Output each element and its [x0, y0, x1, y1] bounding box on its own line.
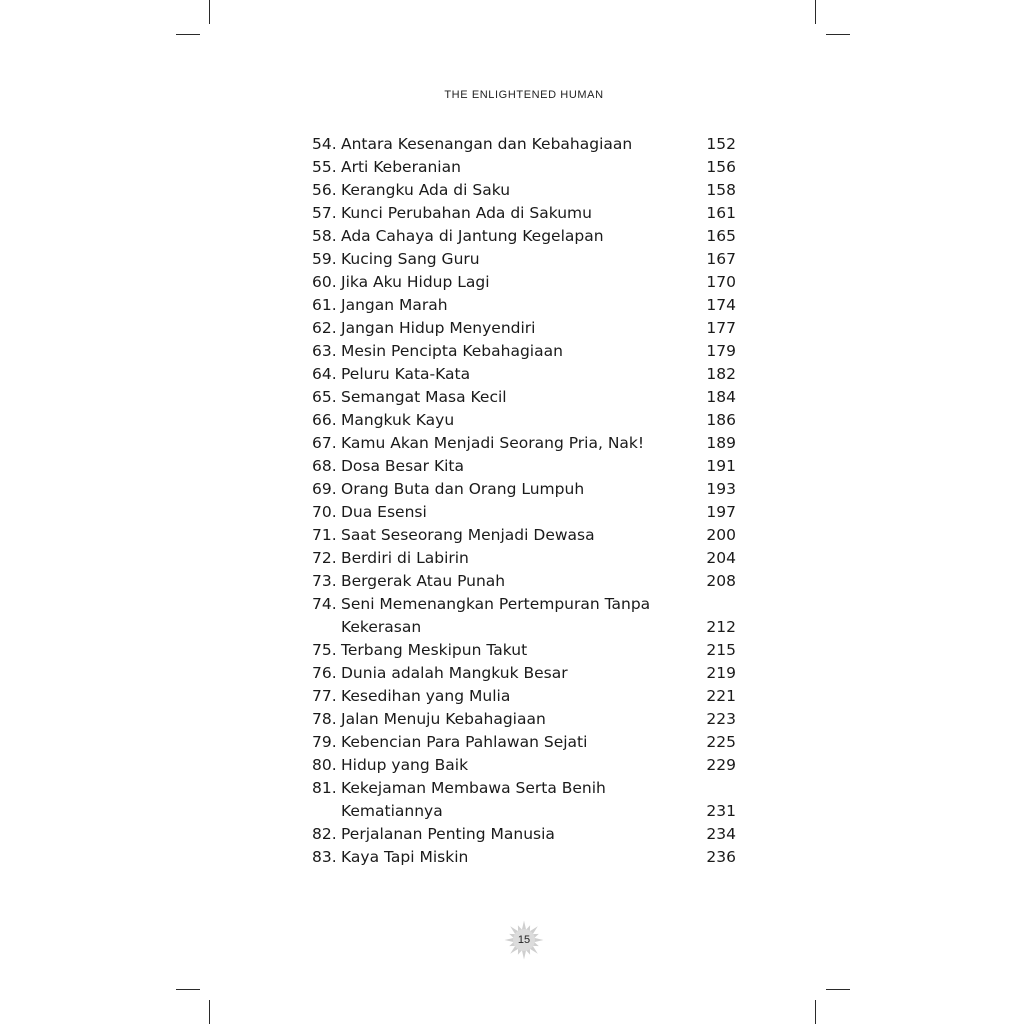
toc-entry [312, 179, 738, 202]
toc-entry-page: 221 [706, 687, 736, 705]
toc-entry-page: 161 [706, 204, 736, 222]
toc-entry-page: 215 [706, 641, 736, 659]
toc-entry-page: 208 [706, 572, 736, 590]
toc-entry-number: 72. [312, 549, 337, 567]
toc-entry-title: Kaya Tapi Miskin [341, 848, 469, 866]
toc-entry-number: 64. [312, 365, 337, 383]
toc-entry [312, 455, 738, 478]
toc-entry [312, 639, 738, 662]
toc-entry-title: Ada Cahaya di Jantung Kegelapan [341, 227, 604, 245]
toc-entry-page: 156 [706, 158, 736, 176]
toc-entry [312, 409, 738, 432]
toc-entry-page: 177 [706, 319, 736, 337]
toc-entry-page: 189 [706, 434, 736, 452]
toc-entry [312, 294, 738, 317]
toc-entry [312, 777, 738, 800]
toc-entry [312, 202, 738, 225]
toc-entry-number: 63. [312, 342, 337, 360]
toc-entry-page: 179 [706, 342, 736, 360]
toc-entry [312, 754, 738, 777]
toc-entry [312, 524, 738, 547]
toc-entry-title: Jangan Marah [341, 296, 448, 314]
toc-entry [312, 593, 738, 616]
toc-entry-title: Kekerasan [341, 618, 422, 636]
toc-entry-title: Orang Buta dan Orang Lumpuh [341, 480, 585, 498]
crop-mark-top-left-vertical [209, 0, 210, 24]
toc-entry-page: 158 [706, 181, 736, 199]
toc-entry-title: Jalan Menuju Kebahagiaan [341, 710, 546, 728]
toc-entry-page: 200 [706, 526, 736, 544]
toc-entry-number: 67. [312, 434, 337, 452]
toc-entry [312, 823, 738, 846]
toc-entry [312, 547, 738, 570]
toc-entry [312, 685, 738, 708]
toc-entry-number: 75. [312, 641, 337, 659]
toc-entry-title: Jika Aku Hidup Lagi [341, 273, 490, 291]
toc-entry-page: 236 [706, 848, 736, 866]
toc-entry-number: 74. [312, 595, 337, 613]
toc-entry-page: 197 [706, 503, 736, 521]
toc-entry-title: Arti Keberanian [341, 158, 461, 176]
toc-entry-page: 231 [706, 802, 736, 820]
toc-entry-title: Mesin Pencipta Kebahagiaan [341, 342, 563, 360]
crop-mark-top-left-horizontal [176, 34, 200, 35]
toc-entry-title: Perjalanan Penting Manusia [341, 825, 555, 843]
toc-entry-number: 77. [312, 687, 337, 705]
table-of-contents [312, 133, 738, 869]
crop-mark-bottom-right-vertical [815, 1000, 816, 1024]
toc-entry-continuation [312, 800, 738, 823]
toc-entry-number: 61. [312, 296, 337, 314]
toc-entry-title: Kebencian Para Pahlawan Sejati [341, 733, 588, 751]
toc-entry-page: 193 [706, 480, 736, 498]
toc-entry-title: Hidup yang Baik [341, 756, 469, 774]
toc-entry [312, 317, 738, 340]
toc-entry-number: 54. [312, 135, 337, 153]
toc-entry-title: Saat Seseorang Menjadi Dewasa [341, 526, 595, 544]
toc-entry [312, 248, 738, 271]
toc-entry-number: 62. [312, 319, 337, 337]
toc-entry-number: 73. [312, 572, 337, 590]
toc-entry-page: 165 [706, 227, 736, 245]
folio [504, 920, 544, 960]
crop-mark-bottom-right-horizontal [826, 989, 850, 990]
toc-entry [312, 156, 738, 179]
page-number: 15 [517, 934, 531, 946]
toc-entry-number: 59. [312, 250, 337, 268]
toc-entry-number: 78. [312, 710, 337, 728]
toc-entry-number: 68. [312, 457, 337, 475]
toc-entry-number: 79. [312, 733, 337, 751]
toc-entry-continuation [312, 616, 738, 639]
crop-mark-top-right-horizontal [826, 34, 850, 35]
toc-entry-title: Kunci Perubahan Ada di Sakumu [341, 204, 592, 222]
toc-entry-number: 66. [312, 411, 337, 429]
toc-entry [312, 570, 738, 593]
toc-entry-title: Seni Memenangkan Pertempuran Tanpa [341, 595, 651, 613]
toc-entry-title: Kesedihan yang Mulia [341, 687, 511, 705]
toc-entry-page: 212 [706, 618, 736, 636]
toc-entry-number: 55. [312, 158, 337, 176]
toc-entry-page: 184 [706, 388, 736, 406]
toc-entry [312, 846, 738, 869]
crop-mark-top-right-vertical [815, 0, 816, 24]
toc-entry-title: Kerangku Ada di Saku [341, 181, 511, 199]
toc-entry-title: Antara Kesenangan dan Kebahagiaan [341, 135, 633, 153]
toc-entry-page: 234 [706, 825, 736, 843]
toc-entry-number: 76. [312, 664, 337, 682]
toc-entry [312, 478, 738, 501]
toc-entry-title: Peluru Kata-Kata [341, 365, 471, 383]
toc-entry-number: 81. [312, 779, 337, 797]
toc-entry-title: Kekejaman Membawa Serta Benih [341, 779, 606, 797]
toc-entry-page: 186 [706, 411, 736, 429]
toc-entry-number: 57. [312, 204, 337, 222]
toc-entry-title: Mangkuk Kayu [341, 411, 455, 429]
toc-entry-page: 152 [706, 135, 736, 153]
toc-entry [312, 662, 738, 685]
toc-entry [312, 731, 738, 754]
toc-entry-title: Dunia adalah Mangkuk Besar [341, 664, 568, 682]
toc-entry [312, 225, 738, 248]
crop-mark-bottom-left-vertical [209, 1000, 210, 1024]
toc-entry [312, 340, 738, 363]
toc-entry-title: Kucing Sang Guru [341, 250, 480, 268]
toc-entry [312, 386, 738, 409]
toc-entry-title: Jangan Hidup Menyendiri [341, 319, 536, 337]
toc-entry-page: 182 [706, 365, 736, 383]
toc-entry-title: Semangat Masa Kecil [341, 388, 507, 406]
toc-entry-page: 204 [706, 549, 736, 567]
toc-entry-number: 71. [312, 526, 337, 544]
toc-entry-title: Dua Esensi [341, 503, 427, 521]
toc-entry [312, 363, 738, 386]
toc-entry-number: 58. [312, 227, 337, 245]
toc-entry-number: 69. [312, 480, 337, 498]
toc-entry-page: 174 [706, 296, 736, 314]
running-head: THE ENLIGHTENED HUMAN [444, 89, 604, 101]
toc-entry-number: 80. [312, 756, 337, 774]
toc-entry [312, 133, 738, 156]
toc-entry-page: 219 [706, 664, 736, 682]
toc-entry-page: 223 [706, 710, 736, 728]
toc-entry-page: 229 [706, 756, 736, 774]
toc-entry-title: Terbang Meskipun Takut [341, 641, 528, 659]
toc-entry-number: 60. [312, 273, 337, 291]
toc-entry-title: Berdiri di Labirin [341, 549, 469, 567]
toc-entry-page: 191 [706, 457, 736, 475]
toc-entry-title: Kamu Akan Menjadi Seorang Pria, Nak! [341, 434, 645, 452]
toc-entry-number: 65. [312, 388, 337, 406]
toc-entry-page: 170 [706, 273, 736, 291]
toc-entry-title: Dosa Besar Kita [341, 457, 465, 475]
crop-mark-bottom-left-horizontal [176, 989, 200, 990]
toc-entry [312, 501, 738, 524]
toc-entry [312, 708, 738, 731]
toc-entry-page: 167 [706, 250, 736, 268]
toc-entry-page: 225 [706, 733, 736, 751]
toc-entry-title: Bergerak Atau Punah [341, 572, 506, 590]
toc-entry-title: Kematiannya [341, 802, 443, 820]
toc-entry-number: 83. [312, 848, 337, 866]
toc-entry-number: 56. [312, 181, 337, 199]
toc-entry-number: 70. [312, 503, 337, 521]
toc-entry [312, 271, 738, 294]
toc-entry [312, 432, 738, 455]
toc-entry-number: 82. [312, 825, 337, 843]
